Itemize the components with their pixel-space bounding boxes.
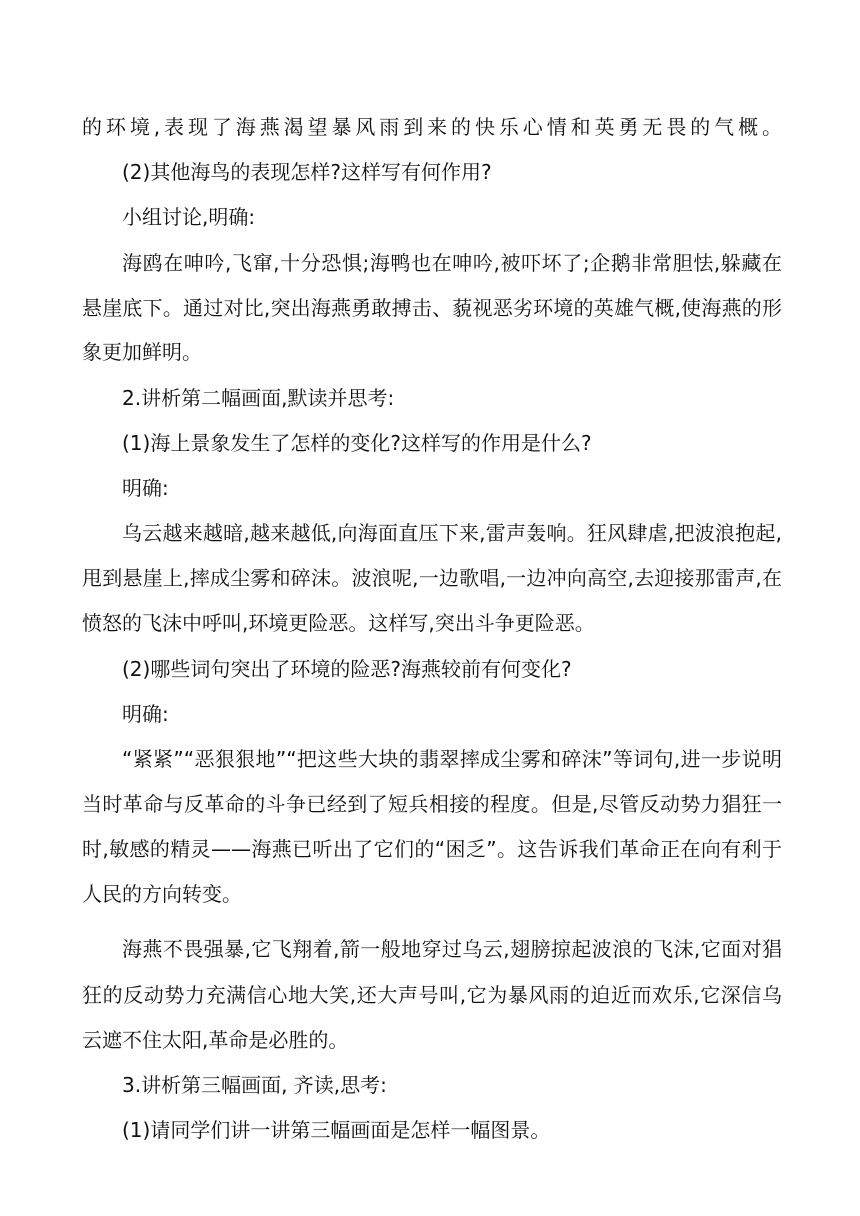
paragraph-line: 乌云越来越暗,越来越低,向海面直压下来,雷声轰响。狂风肆虐,把波浪抱起, <box>122 521 782 545</box>
question-heading: (1)海上景象发生了怎样的变化?这样写的作用是什么? <box>122 431 592 455</box>
paragraph-line: 的环境,表现了海燕渴望暴风雨到来的快乐心情和英勇无畏的气概。 <box>82 115 782 139</box>
question-heading: (2)其他海鸟的表现怎样?这样写有何作用? <box>122 160 492 184</box>
paragraph-line: 云遮不住太阳,革命是必胜的。 <box>82 1028 349 1052</box>
paragraph-line: 海鸥在呻吟,飞窜,十分恐惧;海鸭也在呻吟,被吓坏了;企鹅非常胆怯,躲藏在 <box>122 251 782 275</box>
answer-label: 小组讨论,明确: <box>122 205 256 229</box>
question-heading: (2)哪些词句突出了环境的险恶?海燕较前有何变化? <box>122 657 572 681</box>
answer-label: 明确: <box>122 476 169 500</box>
paragraph-line: 甩到悬崖上,摔成尘雾和碎沫。波浪呢,一边歌唱,一边冲向高空,去迎接那雷声,在 <box>82 566 782 590</box>
section-heading: 2.讲析第二幅画面,默读并思考: <box>122 386 395 410</box>
paragraph-line: 悬崖底下。通过对比,突出海燕勇敢搏击、藐视恶劣环境的英雄气概,使海燕的形 <box>82 296 782 320</box>
paragraph-line: 当时革命与反革命的斗争已经到了短兵相接的程度。但是,尽管反动势力猖狂一 <box>82 792 782 816</box>
paragraph-line: 愤怒的飞沫中呼叫,环境更险恶。这样写,突出斗争更险恶。 <box>82 611 595 635</box>
paragraph-line: 人民的方向转变。 <box>82 882 242 906</box>
answer-label: 明确: <box>122 702 169 726</box>
question-heading: (1)请同学们讲一讲第三幅画面是怎样一幅图景。 <box>122 1118 551 1142</box>
paragraph-line: 时,敏感的精灵——海燕已听出了它们的“困乏”。这告诉我们革命正在向有利于 <box>82 837 782 861</box>
paragraph-line: 海燕不畏强暴,它飞翔着,箭一般地穿过乌云,翅膀掠起波浪的飞沫,它面对猖 <box>122 937 782 961</box>
paragraph-line: “紧紧”“恶狠狠地”“把这些大块的翡翠摔成尘雾和碎沫”等词句,进一步说明 <box>122 747 782 771</box>
section-heading: 3.讲析第三幅画面, 齐读,思考: <box>122 1073 387 1097</box>
paragraph-line: 象更加鲜明。 <box>82 340 202 364</box>
paragraph-line: 狂的反动势力充满信心地大笑,还大声号叫,它为暴风雨的迫近而欢乐,它深信乌 <box>82 983 782 1007</box>
